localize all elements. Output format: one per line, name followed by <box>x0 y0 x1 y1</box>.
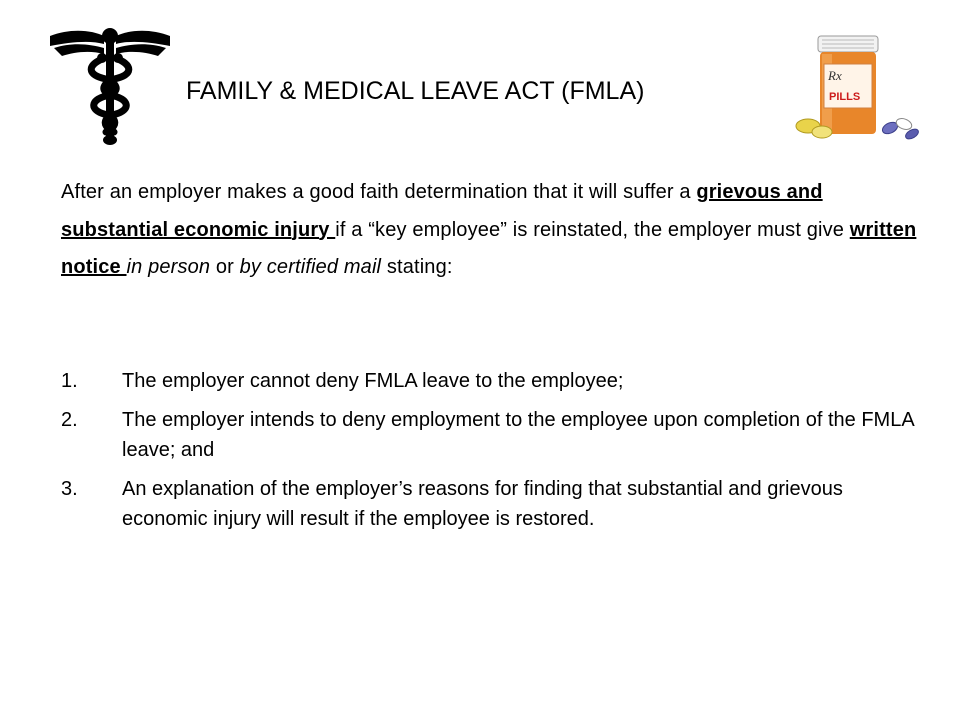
list-item <box>61 474 931 534</box>
list-item <box>61 366 931 396</box>
intro-bold-1: grievous and substantial economic injury <box>61 181 823 241</box>
list-text: The employer intends to deny employment to the employee upon completion of the FMLA leave; and <box>122 409 914 461</box>
requirements-list <box>61 366 931 543</box>
list-text: An explanation of the employer’s reasons for finding that substantial and grievous economic injury will result if the employee is restored. <box>122 478 843 530</box>
pill-bottle-icon <box>792 30 940 142</box>
list-number: 1. <box>61 370 78 392</box>
intro-text-2: if a “key employee” is reinstated, the employer must give <box>335 218 850 241</box>
list-item <box>61 405 931 465</box>
intro-bold-2: written notice <box>61 218 917 278</box>
page-title: FAMILY & MEDICAL LEAVE ACT (FMLA) <box>186 77 645 105</box>
intro-italic-1: in person <box>126 256 211 278</box>
caduceus-icon <box>44 22 176 146</box>
intro-paragraph <box>61 174 931 287</box>
list-number: 3. <box>61 478 78 500</box>
intro-italic-2: by certified mail <box>239 256 382 278</box>
list-text: The employer cannot deny FMLA leave to the employee; <box>122 370 624 392</box>
intro-text-1: After an employer makes a good faith determination that it will suffer a <box>61 181 691 203</box>
pills-label: PILLS <box>829 91 861 103</box>
rx-label: Rx <box>828 68 842 83</box>
intro-text-3: or <box>210 256 240 278</box>
intro-text-4: stating: <box>381 256 453 278</box>
list-number: 2. <box>61 409 78 431</box>
